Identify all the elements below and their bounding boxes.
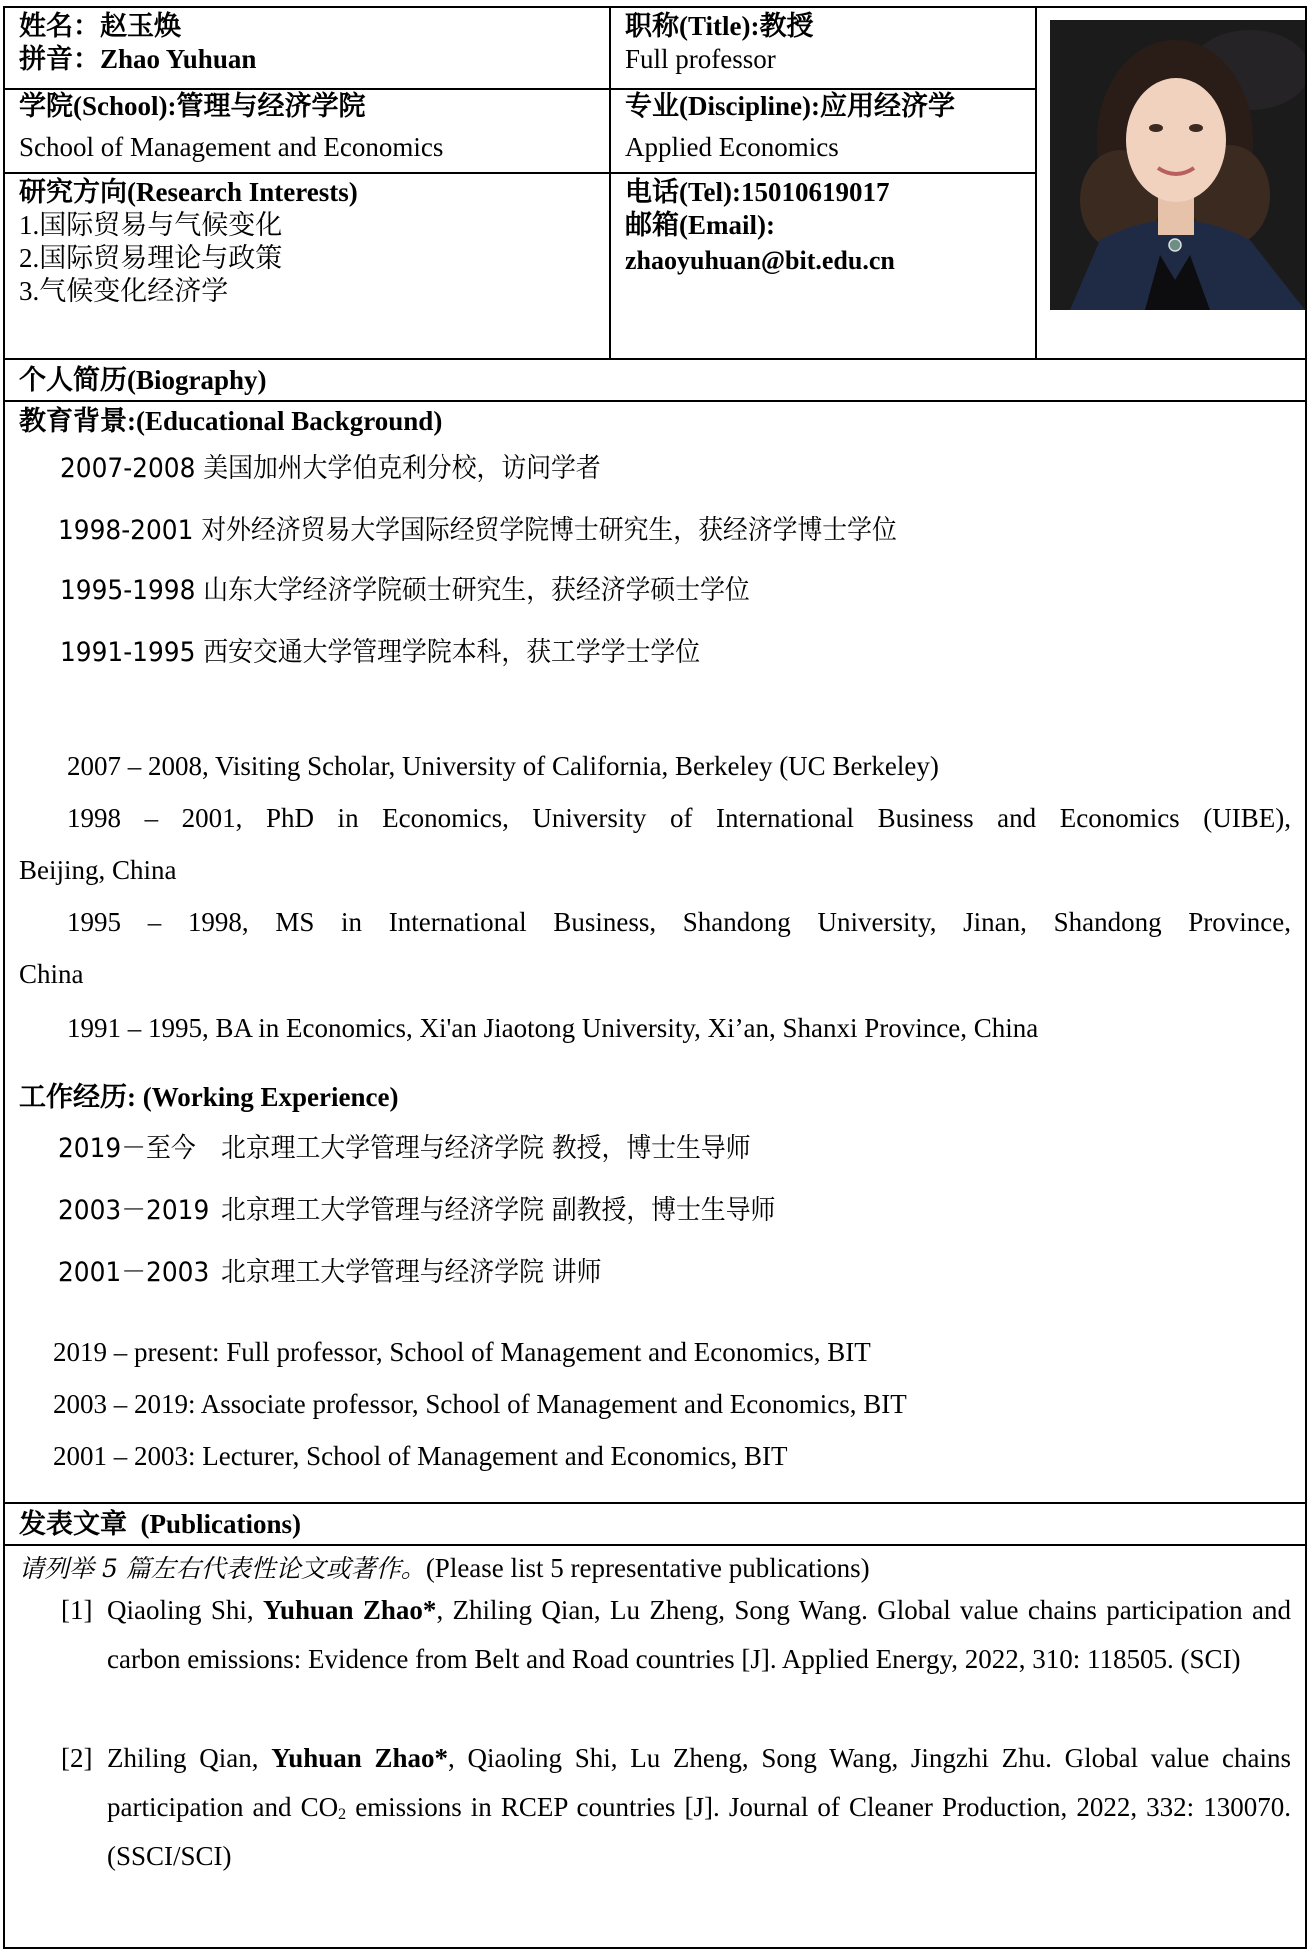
instruction-cn: 请列举 5 篇左右代表性论文或著作。 [19, 1554, 426, 1583]
title-value: 教授 [759, 11, 814, 41]
research-item: 2.国际贸易理论与政策 [19, 243, 283, 273]
publication-authors-pre: Zhiling Qian, [107, 1743, 272, 1773]
name-label: 姓名： [19, 11, 100, 41]
discipline-value: 应用经济学 [820, 91, 955, 121]
publication-author-highlight: Yuhuan Zhao* [262, 1595, 437, 1625]
discipline-cell [611, 90, 1035, 172]
subscript: 2 [338, 1806, 347, 1823]
edu-cn-item: 1998-2001 对外经济贸易大学国际经贸学院博士研究生，获经济学博士学位 [58, 515, 897, 546]
portrait-image [1050, 20, 1305, 310]
work-en-item: 2019 – present: Full professor, School of Management and Economics, BIT [53, 1337, 871, 1367]
tel-label: 电话(Tel): [625, 177, 741, 207]
instruction-en: (Please list 5 representative publications) [425, 1553, 870, 1583]
publication-item [61, 1734, 1291, 1881]
name-value: 赵玉焕 [100, 11, 181, 41]
portrait-photo [1050, 20, 1305, 310]
research-cell [5, 174, 609, 358]
work-cn-desc: 北京理工大学管理与经济学院 副教授，博士生导师 [221, 1195, 776, 1226]
edu-cn-item: 1995-1998 山东大学经济学院硕士研究生，获经济学硕士学位 [60, 575, 750, 606]
email-label: 邮箱(Email): [625, 210, 775, 240]
edu-cn-item: 2007-2008 美国加州大学伯克利分校，访问学者 [60, 453, 601, 484]
publication-item [61, 1586, 1291, 1684]
discipline-label: 专业(Discipline): [625, 91, 820, 121]
publication-number: [1] [61, 1595, 93, 1625]
publication-rest: , Qiaoling Shi, Lu Zheng, Song Wang, Jingzhi Zhu. Global value chains participation and CO [107, 1743, 1291, 1822]
publications-heading: 发表文章 (Publications) [19, 1509, 302, 1539]
edu-cn-item: 1991-1995 西安交通大学管理学院本科，获工学学士学位 [60, 637, 701, 668]
work-en-item: 2003 – 2019: Associate professor, School of Management and Economics, BIT [53, 1389, 907, 1419]
work-en-item: 2001 – 2003: Lecturer, School of Management and Economics, BIT [53, 1441, 788, 1471]
research-item: 1.国际贸易与气候变化 [19, 210, 283, 240]
title-cell [611, 8, 1035, 88]
school-cell [5, 90, 609, 172]
edu-en-item: 1995 – 1998, MS in International Business, Shandong University, Jinan, Shandong Province, [67, 907, 1291, 937]
publication-author-highlight: Yuhuan Zhao* [271, 1743, 449, 1773]
pinyin-label: 拼音： [19, 44, 100, 74]
edu-en-item: 1998 – 2001, PhD in Economics, University of International Business and Economics (UIBE), [67, 803, 1291, 833]
edu-en-item: 2007 – 2008, Visiting Scholar, University of California, Berkeley (UC Berkeley) [67, 751, 939, 781]
research-item: 3.气候变化经济学 [19, 276, 229, 306]
work-cn-period: 2001－2003 [58, 1257, 210, 1288]
discipline-line [625, 90, 1035, 123]
publication-text [107, 1586, 1291, 1684]
publications-instruction [19, 1552, 870, 1585]
title-en: Full professor [625, 44, 776, 74]
discipline-en: Applied Economics [625, 132, 839, 162]
education-heading: 教育背景:(Educational Background) [19, 406, 443, 436]
pinyin-value: Zhao Yuhuan [100, 44, 257, 74]
name-cell [5, 8, 609, 88]
column-divider-2 [1035, 8, 1037, 360]
research-heading: 研究方向(Research Interests) [19, 177, 358, 207]
publication-authors-pre: Qiaoling Shi, [107, 1595, 263, 1625]
publication-rest: emissions in RCEP countries [J]. Journal of Cleaner Production, 2022, 332: 130070. (SSCI/SCI) [107, 1792, 1291, 1871]
work-cn-desc: 北京理工大学管理与经济学院 讲师 [221, 1257, 602, 1288]
publications-body [5, 1546, 1305, 1946]
publication-text [107, 1734, 1291, 1881]
edu-en-item: Beijing, China [19, 855, 177, 885]
publication-number: [2] [61, 1743, 93, 1773]
work-cn-period: 2019－至今 [58, 1133, 196, 1164]
work-cn-period: 2003－2019 [58, 1195, 210, 1226]
tel-value: 15010619017 [741, 177, 890, 207]
pinyin-line [19, 43, 609, 76]
edu-en-item: 1991 – 1995, BA in Economics, Xi'an Jiaotong University, Xi’an, Shanxi Province, China [67, 1013, 1039, 1043]
title-label: 职称(Title): [625, 11, 760, 41]
name-line [19, 10, 609, 43]
edu-en-item: China [19, 959, 84, 989]
school-en: School of Management and Economics [19, 132, 444, 162]
contact-cell [611, 174, 1035, 358]
tel-line [625, 176, 1035, 209]
school-line [19, 90, 609, 123]
email-value[interactable]: zhaoyuhuan@bit.edu.cn [625, 246, 895, 275]
work-cn-desc: 北京理工大学管理与经济学院 教授，博士生导师 [221, 1133, 751, 1164]
school-value: 管理与经济学院 [176, 91, 366, 121]
publication-rest: , Zhiling Qian, Lu Zheng, Song Wang. Global value chains participation and carbon emissions: Evidence from Belt and Road countries [J]. Applied Energy, 2022, 310: 118505. (SCI) [107, 1595, 1291, 1674]
title-line [625, 10, 1035, 43]
work-heading: 工作经历: (Working Experience) [19, 1082, 399, 1112]
biography-body [5, 402, 1305, 1502]
biography-heading: 个人简历(Biography) [19, 365, 267, 395]
school-label: 学院(School): [19, 91, 177, 121]
cv-document [3, 6, 1307, 1949]
